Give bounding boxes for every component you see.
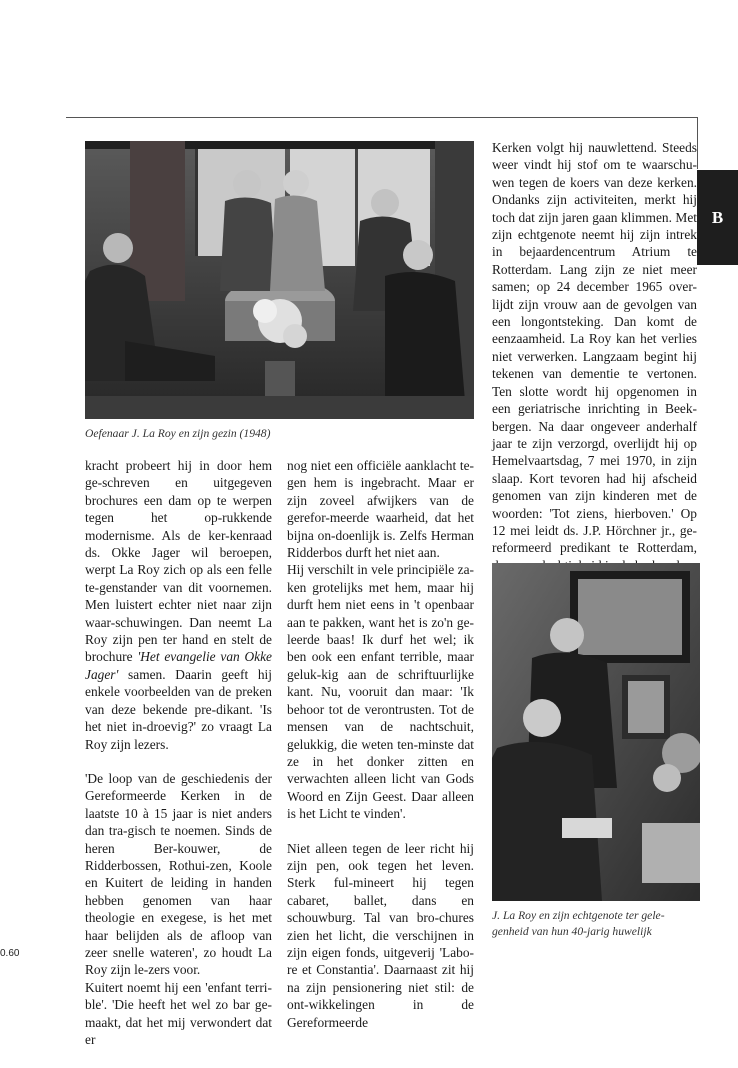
text-column-1 — [85, 457, 272, 1048]
col1-paragraph-2: 'De loop van de geschiedenis der Gereformeerde Kerken in de laatste 10 à 15 jaar is niet anders dan tra-gisch te noemen. Sinds de heren Ber-kouwer, de Ridderbossen, Rothui-zen, Koole en Kuitert de leiding in handen hebben genomen van haar theologie en exegese, is het met haar belijden als de afloop van zeer snelle wateren', zo houdt La Roy zijn le-zers voor. — [85, 770, 272, 978]
text-column-2 — [287, 457, 474, 1031]
top-rule — [66, 117, 698, 118]
couple-caption-line-1: J. La Roy en zijn echtgenote ter gele- — [492, 909, 665, 922]
section-tab — [697, 170, 738, 265]
right-rule — [697, 117, 698, 169]
col2-paragraph-1: nog niet een officiële aanklacht te-gen hem is ingebracht. Maar er zijn zoveel afwijkers van de gerefor-meerde waarheid, dat het bijna on-doenlijk is. Zelfs Herman Ridderbos durft het niet aan. — [287, 458, 474, 561]
brochure-title: 'Het evangelie van Okke Jager' — [85, 649, 272, 682]
col3-paragraph-1: Kerken volgt hij nauwlettend. Steeds weer vindt hij stof om te waarschu-wen tegen de koers van deze kerken. Ondanks zijn activiteiten, merkt hij toch dat zijn jaren gaan klimmen. Met zijn echtgenote neemt hij zijn intrek in bejaardencentrum Atrium te Rotterdam. Lang zijn ze niet meer samen; op 24 december 1965 over-lijdt zijn vrouw aan de gevolgen van een longontsteking. Dan komt de eenzaamheid. La Roy kan het verlies niet verwerken. Langzaam begint hij tekenen van dementie te vertonen. Ten slotte wordt hij opgenomen in een geriatrische inrichting in Beek-bergen. Na daar ongeveer anderhalf jaar te zijn verzorgd, overlijdt hij op Hemelvaartsdag, 7 mei 1970, in zijn slaap. Kort tevoren had hij afscheid genomen van zijn kinderen met de woorden: 'Tot ziens, hierboven.' Op 12 mei leidt ds. J.P. Hörchner jr., ge-reformeerd predikant te Rotterdam, — [492, 140, 697, 556]
col2-paragraph-3: Niet alleen tegen de leer richt hij zijn pen, ook tegen het leven. Sterk ful-mineert hij tegen cabaret, ballet, dans en schouwburg. Tal van bro-chures zien het licht, die verschijnen in zijn eigen fonds, uitgeverij 'Labo-re et Constantia'. Daarnaast zit hij na zijn pensionering niet stil: de ont-wikkelingen in de Gereformeerde — [287, 840, 474, 1030]
couple-photo-caption — [492, 908, 700, 940]
col2-paragraph-2: Hij verschilt in vele principiële za-ken grotelijks met hem, maar hij durft hem niet eens in 't openbaar aan te pakken, want het is zo'n ge-leerde baas! Ik durf het wel; ik ben ook een enfant terrible, maar geluk-kig aan de schriftuurlijke kant. Nu, vooruit dan maar: 'Ik behoor tot de verontrusten. Tot de mensen van de nachtschuit, gelukkig, die weten ten-minste dat ze in het donker zitten en verwachten alleen licht van Gods Woord en Zijn Geest. Daar alleen is het Licht te vinden'. — [287, 562, 474, 822]
family-portrait-photo — [85, 141, 474, 419]
col1-paragraph-3: Kuitert noemt hij een 'enfant terri-ble'. 'Die heeft het wel zo bar ge-maakt, dat het mij verwondert dat er — [85, 979, 272, 1047]
col1-paragraph-1: kracht probeert hij in door hem ge-schreven en uitgegeven brochures een dam op te werpen tegen het op-rukkende modernisme. Als de ker-kenraad ds. Okke Jager wil beroepen, werpt La Roy zich op als een felle te-genstander van dit voornemen. Men luistert echter niet naar zijn waar-schuwingen. Dan neemt La Roy zijn pen ter hand en stelt de brochure 'Het evangelie van Okke Jager' samen. Daarin geeft hij enkele voorbeelden van de preken van deze bekende pre-dikant. 'Is het niet in-droevig?' zo vraagt La Roy zijn lezers. — [85, 458, 272, 752]
section-tab-letter: B — [711, 208, 724, 227]
family-photo-caption: Oefenaar J. La Roy en zijn gezin (1948) — [85, 427, 271, 440]
page-number: 0.60 — [0, 948, 20, 959]
text-column-3 — [492, 139, 697, 574]
couple-caption-line-2: genheid van hun 40-jarig huwelijk — [492, 925, 652, 938]
couple-portrait-photo — [492, 563, 700, 901]
